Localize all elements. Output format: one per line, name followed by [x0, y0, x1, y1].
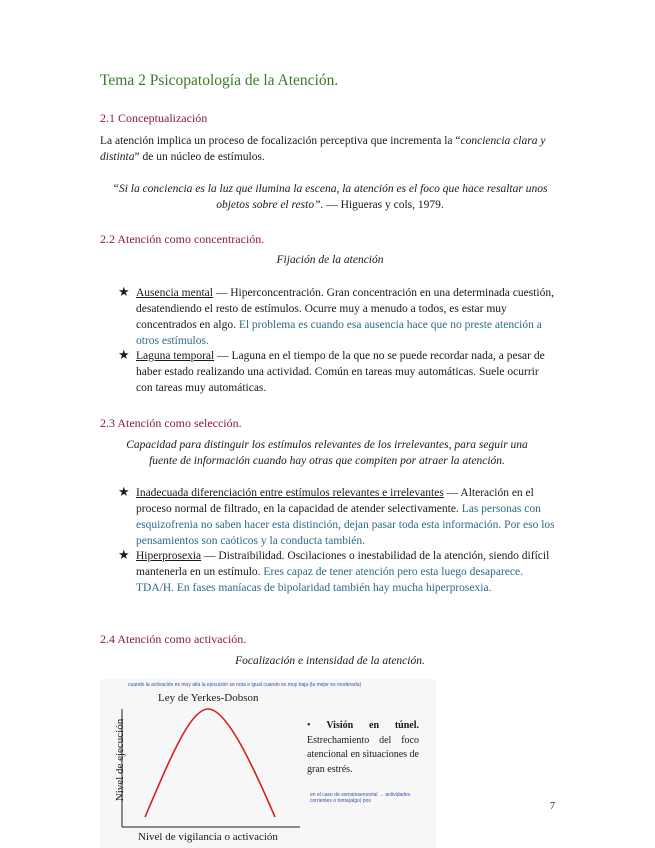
page-number: 7 — [550, 801, 555, 812]
quote-text: “Si la conciencia es la luz que ilumina la escena, la atención es el foco que hace resaltar unos objetos sobre el resto”. — [112, 183, 548, 211]
list-item — [118, 285, 558, 349]
figure-title: Ley de Yerkes-Dobson — [158, 692, 259, 704]
subtitle-activacion: Focalización e intensidad de la atención. — [235, 655, 425, 667]
term: Hiperprosexia — [136, 550, 202, 562]
paragraph-conceptualizacion — [100, 133, 560, 165]
list-item — [118, 348, 558, 396]
subtitle-seleccion: Capacidad para distinguir los estímulos relevantes de los irrelevantes, para seguir una fuente de información cuando hay otras que compiten por atraer la atención. — [126, 439, 528, 467]
list-item — [118, 548, 558, 596]
subtitle-fijacion: Fijación de la atención — [276, 254, 384, 266]
star-bullet-icon: ★ — [118, 284, 130, 299]
term: Ausencia mental — [136, 287, 213, 299]
figure-y-label: Nivel de ejecución — [114, 718, 126, 802]
figure-side-note: • Visión en túnel. Estrechamiento del foco atencional en situaciones de gran estrés. — [307, 720, 419, 775]
note-blue: Las personas con esquizofrenia no saben hacer esta distinción, dejan pasar toda esta información. Por eso los pensamientos son caóticos y la conducta también. — [136, 503, 555, 547]
star-bullet-icon: ★ — [118, 347, 130, 362]
star-bullet-icon: ★ — [118, 484, 130, 499]
term: Inadecuada diferenciación entre estímulos relevantes e irrelevantes — [136, 487, 444, 499]
section-heading-seleccion: 2.3 Atención como selección. — [100, 416, 242, 430]
side-note-title: Visión en túnel. — [326, 720, 419, 731]
text: — Laguna en el tiempo de la que no se puede recordar nada, a pesar de haber estado realizando una actividad. Común en tareas muy automáticas. Suele ocurrir con tareas muy automáticas. — [136, 350, 545, 394]
italic-text: conciencia clara y distinta — [100, 135, 546, 163]
term: Laguna temporal — [136, 350, 215, 362]
section-heading-activacion: 2.4 Atención como activación. — [100, 632, 247, 646]
list-item — [118, 485, 558, 549]
quote-citation: — Higueras y cols, 1979. — [323, 199, 444, 211]
text: — Alteración en el proceso normal de filtrado, en la capacidad de atender selectivamente. — [136, 487, 534, 515]
yerkes-dodson-figure — [100, 679, 436, 848]
text: La atención implica un proceso de focalización perceptiva que incrementa la “ — [100, 135, 461, 147]
document-title: Tema 2 Psicopatología de la Atención. — [100, 72, 339, 89]
note-blue: El problema es cuando esa ausencia hace que no preste atención a otros estímulos. — [136, 319, 542, 347]
side-note-text: Estrechamiento del foco atencional en situaciones de gran estrés. — [307, 734, 419, 775]
note-blue: Eres capaz de tener atención pero esta luego desaparece. TDA/H. En fases maníacas de bipolaridad también hay mucha hiperprosexia. — [136, 566, 523, 594]
section-heading-concentracion: 2.2 Atención como concentración. — [100, 232, 265, 246]
text: ” de un núcleo de estímulos. — [134, 151, 265, 163]
quote-higueras — [110, 181, 550, 213]
text: — Distraibilidad. Oscilaciones o inestabilidad de la atención, siendo difícil mantenerla en un estímulo. — [136, 550, 550, 578]
inverted-u-curve — [145, 709, 275, 817]
figure-handwritten-note: en el caso de somatosensorial → actividades corrientes o tonta(algo) pos — [310, 792, 411, 804]
star-bullet-icon: ★ — [118, 547, 130, 562]
text: — Hiperconcentración. Gran concentración en una determinada cuestión, desatendiendo el resto de estímulos. Ocurre muy a menudo a todos, es estar muy concentrados en algo. — [136, 287, 554, 331]
figure-note: cuando la activación es muy alta la ejecución se nota e igual cuando es muy baja (la mejor es moderada) — [128, 682, 362, 688]
figure-x-label: Nivel de vigilancia o activación — [138, 831, 278, 843]
section-heading-conceptualizacion: 2.1 Conceptualización — [100, 111, 208, 125]
